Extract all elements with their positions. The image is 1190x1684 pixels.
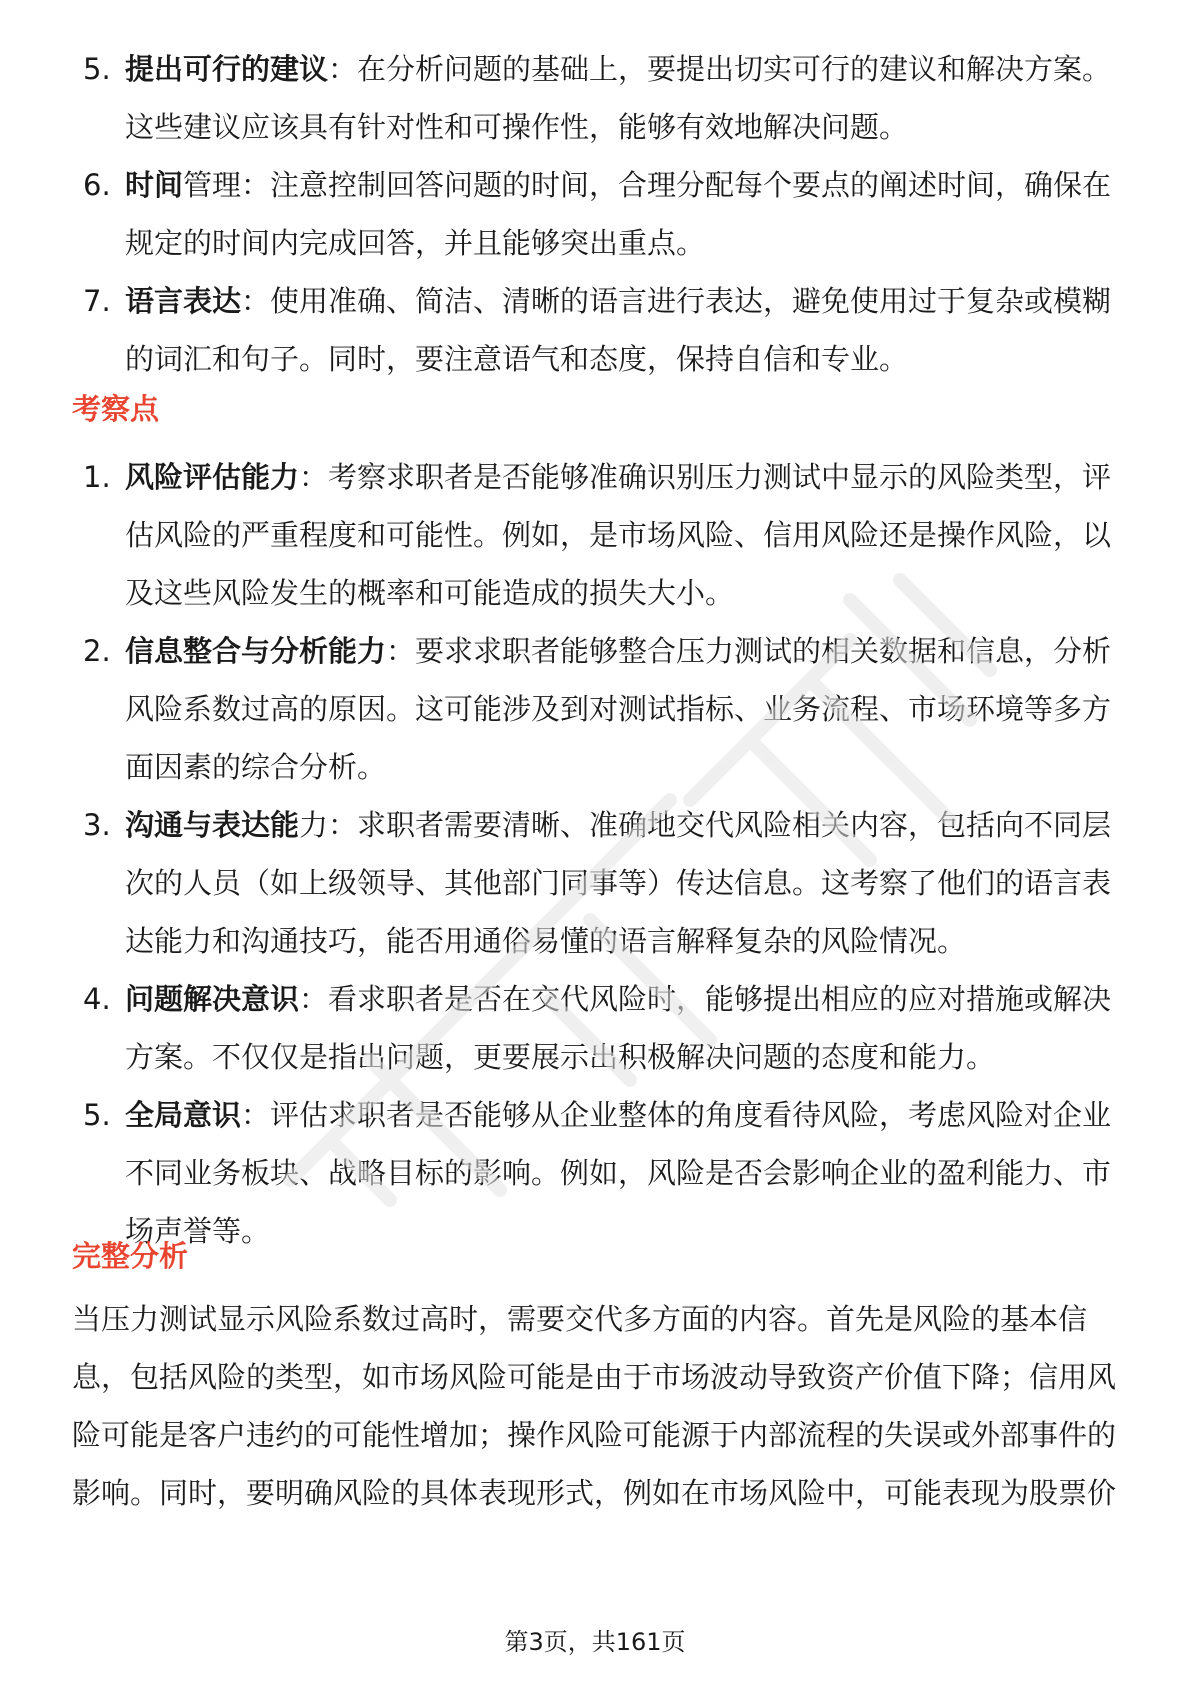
item-title: 全局意识 — [125, 1098, 242, 1132]
item-text: ：看求职者是否在交代风险时，能够提出相应的应对措施或解决方案。不仅仅是指出问题，更要展示出积极解决问题的态度和能力。 — [125, 982, 1112, 1074]
item-text: ：评估求职者是否能够从企业整体的角度看待风险，考虑风险对企业不同业务板块、战略目标的影响。例如，风险是否会影响企业的盈利能力、市场声誉等。 — [125, 1098, 1112, 1248]
list-item — [0, 448, 1190, 622]
list-number: 5. — [83, 1098, 111, 1132]
page-footer: 第3页，共161页 — [504, 1628, 686, 1656]
list-item — [0, 40, 1190, 156]
item-title: 问题解决意识 — [125, 982, 300, 1016]
item-text: 管理：注意控制回答问题的时间，合理分配每个要点的阐述时间，确保在规定的时间内完成回答，并且能够突出重点。 — [125, 168, 1112, 260]
item-title: 语言表达 — [125, 284, 242, 318]
item-title: 提出可行的建议 — [125, 52, 329, 86]
list-number: 3. — [83, 808, 111, 842]
item-title: 沟通与表达能 — [125, 808, 300, 842]
list-number: 5. — [83, 52, 111, 86]
item-text: ：要求求职者能够整合压力测试的相关数据和信息，分析风险系数过高的原因。这可能涉及到对测试指标、业务流程、市场环境等多方面因素的综合分析。 — [125, 634, 1112, 784]
section-heading-analysis: 完整分析 — [72, 1239, 189, 1273]
list-suggestions — [0, 40, 1190, 388]
list-number: 7. — [83, 284, 111, 318]
list-kaocha — [0, 448, 1190, 1260]
list-item — [0, 622, 1190, 796]
list-number: 1. — [83, 460, 111, 494]
item-text: 力：求职者需要清晰、准确地交代风险相关内容，包括向不同层次的人员（如上级领导、其他部门同事等）传达信息。这考察了他们的语言表达能力和沟通技巧，能否用通俗易懂的语言解释复杂的风险情况。 — [125, 808, 1112, 958]
list-number: 6. — [83, 168, 111, 202]
list-number: 2. — [83, 634, 111, 668]
section-heading-kaocha: 考察点 — [72, 392, 160, 426]
list-item — [0, 156, 1190, 272]
list-item — [0, 1086, 1190, 1260]
list-item — [0, 970, 1190, 1086]
list-number: 4. — [83, 982, 111, 1016]
item-title: 时间 — [125, 168, 184, 202]
item-text: ：在分析问题的基础上，要提出切实可行的建议和解决方案。这些建议应该具有针对性和可操作性，能够有效地解决问题。 — [125, 52, 1112, 144]
item-text: ：使用准确、简洁、清晰的语言进行表达，避免使用过于复杂或模糊的词汇和句子。同时，要注意语气和态度，保持自信和专业。 — [125, 284, 1112, 376]
analysis-paragraph: 当压力测试显示风险系数过高时，需要交代多方面的内容。首先是风险的基本信息，包括风险的类型，如市场风险可能是由于市场波动导致资产价值下降；信用风险可能是客户违约的可能性增加；操作风险可能源于内部流程的失误或外部事件的影响。同时，要明确风险的具体表现形式，例如在市场风险中，可能表现为股票价 — [72, 1302, 1117, 1510]
item-title: 风险评估能力 — [125, 460, 300, 494]
item-title: 信息整合与分析能力 — [125, 634, 387, 668]
item-text: ：考察求职者是否能够准确识别压力测试中显示的风险类型，评估风险的严重程度和可能性。例如，是市场风险、信用风险还是操作风险，以及这些风险发生的概率和可能造成的损失大小。 — [125, 460, 1112, 610]
list-item — [0, 796, 1190, 970]
list-item — [0, 272, 1190, 388]
